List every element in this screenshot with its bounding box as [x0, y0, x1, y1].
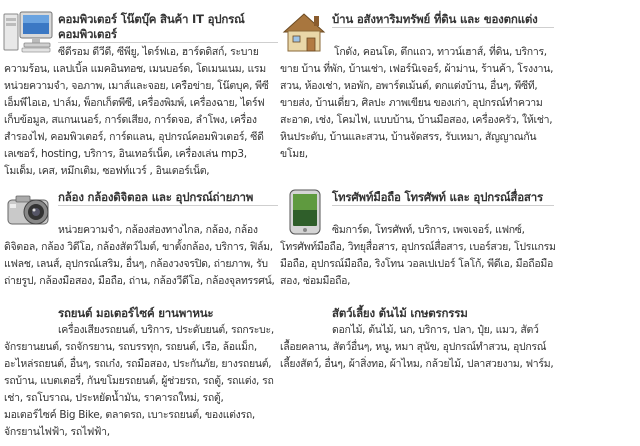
category-camera: [0, 186, 280, 308]
category-description: เครื่องเสียงรถยนต์, บริการ, ประดับยนต์, รถกระบะ, จักรยานยนต์, รถจักรยาน, รถบรรทุก, รถยนต์, เรือ, ล้อแม็ก, อะไหล่รถยนต์, อื่นๆ, รถเก๋ง, รถมือสอง, ประกันภัย, ยางรถยนต์, รถบ้าน, แบตเตอรี่, กันขโมยรถยนต์, ผู้ช่วยรถ, รถตู้, รถแต่ง, รถเช่า, รถโบราณ, ประหยัดน้ำมัน, ราคารถใหม่, รถตู้, มอเตอร์ไซค์ Big Bike, ตลาดรถ, เบาะรถยนต์, ของแต่งรถ, จักรยานไฟฟ้า, รถไฟฟ้า,: [4, 324, 274, 438]
category-title[interactable]: คอมพิวเตอร์ โน๊ตบุ๊ค สินค้า IT อุปกรณ์คอมพิวเตอร์: [58, 12, 278, 43]
category-description: ดอกไม้, ต้นไม้, นก, บริการ, ปลา, ปุ๋ย, แมว, สัตว์เลื้อยคลาน, สัตว์อื่นๆ, หนู, หมา สุนัข, อุปกรณ์ทำสวน, อุปกรณ์เลี้ยงสัตว์, อื่นๆ, ผ้าสิ่งทอ, ผ้าไหม, กล้วยไม้, ปลาสวยงาม, ฟาร์ม,: [280, 324, 554, 370]
category-title[interactable]: โทรศัพท์มือถือ โทรศัพท์ และ อุปกรณ์สื่อสาร: [332, 190, 554, 206]
category-car: [0, 304, 280, 446]
category-title[interactable]: สัตว์เลี้ยง ต้นไม้ เกษตรกรรม: [332, 306, 468, 320]
category-description: หน่วยความจำ, กล้องส่องทางไกล, กล้อง, กล้องดิจิตอล, กล้อง วิดีโอ, กล้องสัตว์ไมต์, ขาตั้งกล้อง, บริการ, ฟิล์ม, แฟลช, เลนส์, อุปกรณ์เสริม, อื่นๆ, กล้องวงจรปิด, ถ่ายภาพ, รับถ่ายรูป, กล้องมือสอง, มือถือ, ถ่าน, กล้องวีดีโอ, กล้องจุลทรรศน์,: [4, 224, 275, 287]
category-computer: [0, 6, 280, 198]
category-description: ซีดีรอม ดีวีดี, ซีพียู, ไดร์ฟเอ, ฮาร์ดดิสก์, ระบายความร้อน, แลปเบิ้ล แมคอินทอช, เมนบอร์ด, โดเมนเนม, แรม หน่วยความจำ, จอภาพ, เมาส์และจอย, เครือข่าย, โน๊ตบุค, พีซีเอ็มพีไอเอ, ปาล์ม, พ็อกเก็ตพีซี, เครื่องพิมพ์, เครื่องฉาย, ไดร์ฟเก็บข้อมูล, สแกนเนอร์, การ์ดเสียง, การ์ดจอ, ลำโพง, เครื่องสำรองไฟ, คอมพิวเตอร์, การ์ดแลน, อุปกรณ์คอมพิวเตอร์, ซีดีเลเซอร์, hosting, บริการ, อินเทอร์เน็ต, เครื่องเล่น mp3, โมเด็ม, เคส, หมึกเติม, ซอฟท์แวร์ , อินเตอร์เน็ต,: [4, 46, 269, 177]
category-description: โกดัง, คอนโด, ตึกแถว, ทาวน์เฮาส์, ที่ดิน, บริการ, ขาย บ้าน ที่พัก, บ้านเช่า, เฟอร์นิเจอร์, ผ้าม่าน, ร้านค้า, โรงงาน, สวน, ห้องเช่า, หอพัก, อพาร์ตเม้นต์, ตกแต่งบ้าน, อื่นๆ, พีซีที, ขายส่ง, บ้านเดี่ยว, ศิลปะ ภาพเขียน ของเก่า, อุปกรณ์ทำความสะอาด, เช่ง, โคมไฟ, แบบบ้าน, บ้านมือสอง, เครื่องครัว, ให้เช่า, หินประดับ, บ้านและสวน, บ้านจัดสรร, รับเหมา, สัญญาณกันขโมย,: [280, 46, 554, 160]
category-title[interactable]: กล้อง กล้องดิจิตอล และ อุปกรณ์ถ่ายภาพ: [58, 190, 278, 206]
category-home: [280, 6, 560, 198]
category-pets: [280, 304, 560, 446]
category-description: ซิมการ์ด, โทรศัพท์, บริการ, เพจเจอร์, แฟกซ์, โทรศัพท์มือถือ, วิทยุสื่อสาร, อุปกรณ์สื่อสาร, เบอร์สวย, โปรแกรมมือถือ, อุปกรณ์มือถือ, ริงโทน วอลเปเปอร์ โลโก้, พีดีเอ, มือถือมือสอง, ซ่อมมือถือ,: [280, 224, 556, 287]
category-mobile: [280, 186, 560, 308]
category-title[interactable]: รถยนต์ มอเตอร์ไซค์ ยานพาหนะ: [58, 306, 214, 320]
category-title[interactable]: บ้าน อสังหาริมทรัพย์ ที่ดิน และ ของตกแต่ง: [332, 12, 554, 28]
